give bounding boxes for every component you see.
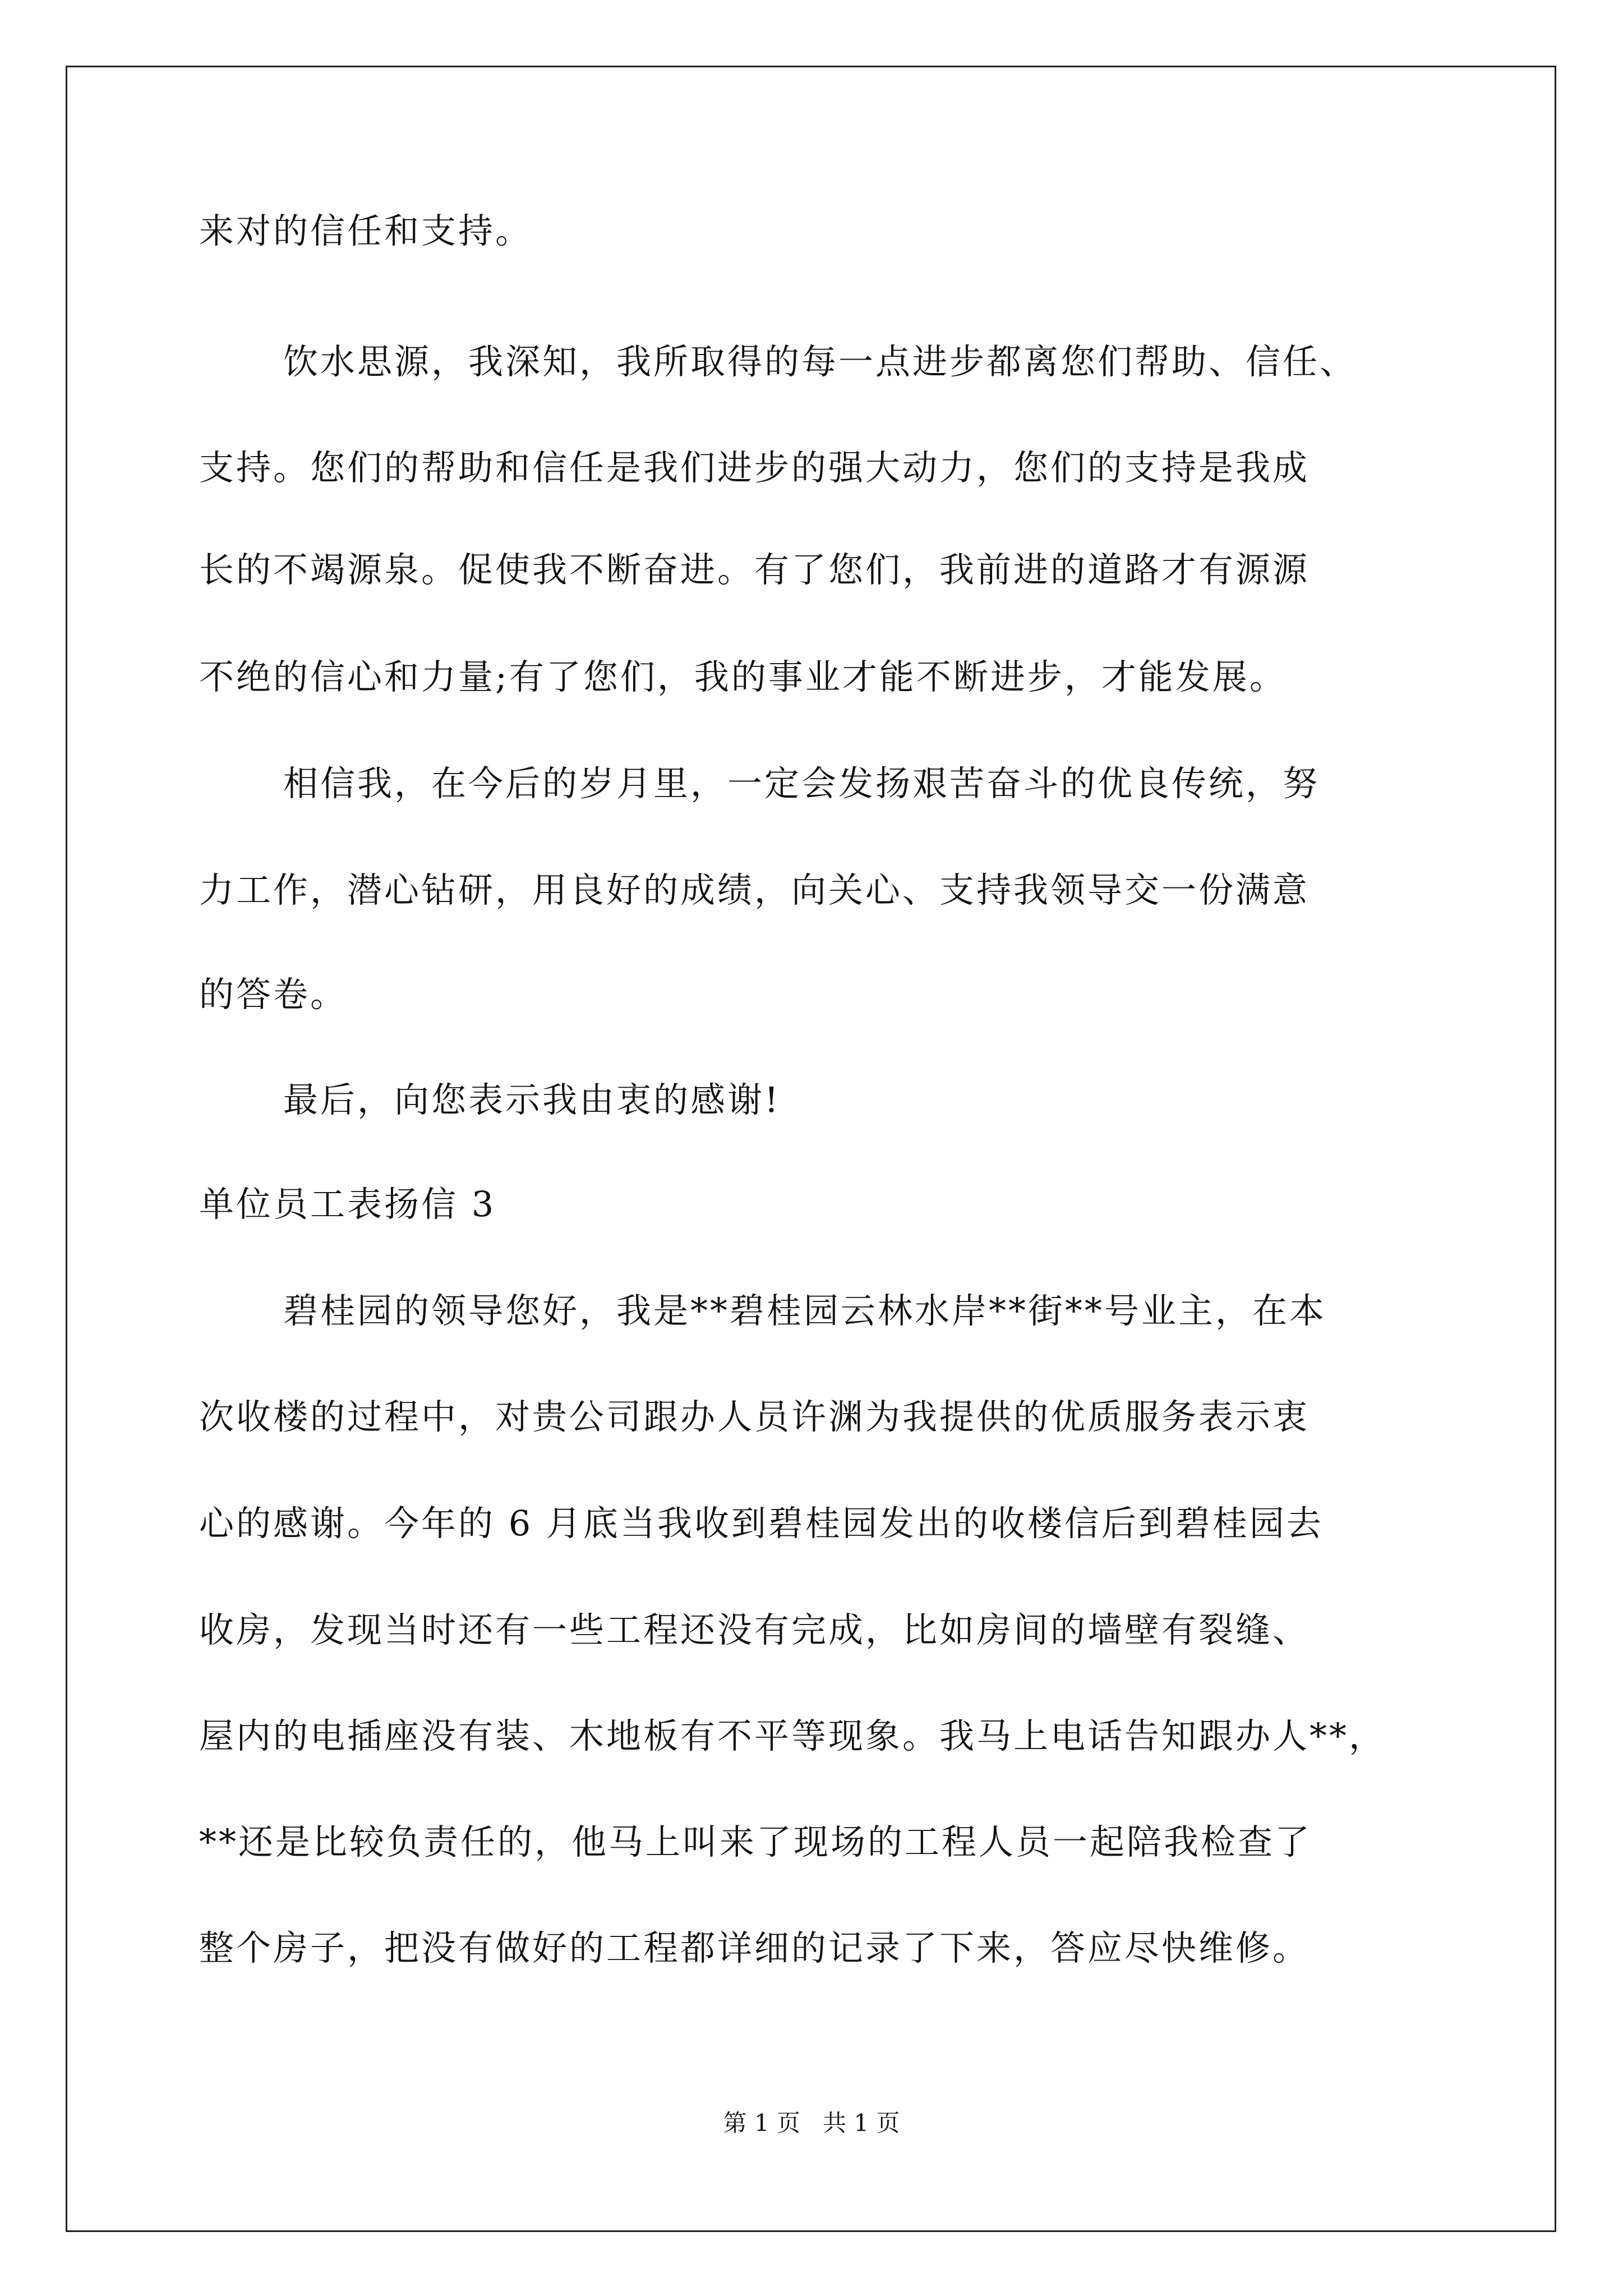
- paragraph-line: 碧桂园的领导您好，我是**碧桂园云林水岸**街**号业主，在本: [283, 1290, 1327, 1331]
- paragraph-line: 饮水思源，我深知，我所取得的每一点进步都离您们帮助、信任、: [283, 341, 1357, 382]
- paragraph-line: 力工作，潜心钻研，用良好的成绩，向关心、支持我领导交一份满意: [199, 869, 1310, 910]
- paragraph-line: 来对的信任和支持。: [199, 210, 533, 251]
- paragraph-line: **还是比较负责任的，他马上叫来了现场的工程人员一起陪我检查了: [199, 1821, 1312, 1862]
- paragraph-line: 相信我，在今后的岁月里，一定会发扬艰苦奋斗的优良传统，努: [283, 763, 1320, 804]
- paragraph-line: 最后，向您表示我由衷的感谢!: [283, 1079, 781, 1120]
- paragraph-line: 心的感谢。今年的 6 月底当我收到碧桂园发出的收楼信后到碧桂园去: [199, 1503, 1324, 1544]
- paragraph-line: 长的不竭源泉。促使我不断奋进。有了您们，我前进的道路才有源源: [199, 549, 1310, 590]
- section-heading: 单位员工表扬信 3: [199, 1184, 496, 1225]
- page-number: 第 1 页 共 1 页: [723, 2109, 900, 2137]
- paragraph-line: 不绝的信心和力量;有了您们，我的事业才能不断进步，才能发展。: [199, 656, 1287, 697]
- paragraph-line: 收房，发现当时还有一些工程还没有完成，比如房间的墙壁有裂缝、: [199, 1609, 1310, 1650]
- paragraph-line: 次收楼的过程中，对贵公司跟办人员许渊为我提供的优质服务表示衷: [199, 1396, 1310, 1437]
- paragraph-line: 支持。您们的帮助和信任是我们进步的强大动力，您们的支持是我成: [199, 447, 1310, 488]
- paragraph-line: 屋内的电插座没有装、木地板有不平等现象。我马上电话告知跟办人**，: [199, 1715, 1386, 1756]
- page-border: [66, 66, 1556, 2232]
- paragraph-line: 的答卷。: [199, 974, 348, 1015]
- paragraph-line: 整个房子，把没有做好的工程都详细的记录了下来，答应尽快维修。: [199, 1927, 1310, 1968]
